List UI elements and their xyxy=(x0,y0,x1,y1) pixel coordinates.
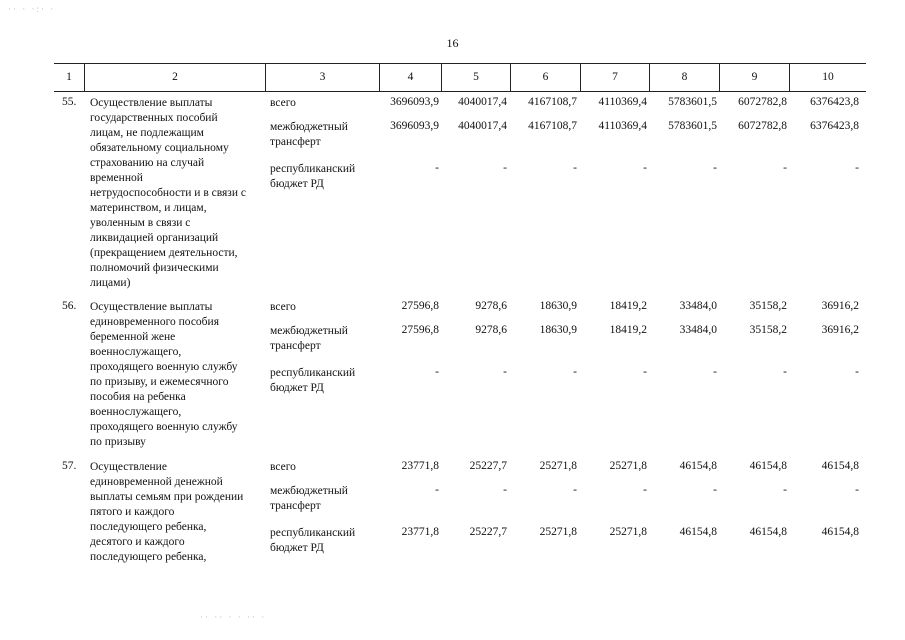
row-name-line: нетрудоспособности и в связи с xyxy=(90,187,246,199)
value-cell: - xyxy=(713,484,717,496)
value-cell: 25271,8 xyxy=(539,460,577,472)
row-name-line: пособия на ребенка xyxy=(90,391,186,403)
header-col-4: 4 xyxy=(379,64,441,91)
value-cell: - xyxy=(435,162,439,174)
scan-noise-top: ·· · ·:· · xyxy=(8,4,56,14)
row-name-line: по призыву xyxy=(90,436,146,448)
row-name-line: единовременного пособия xyxy=(90,316,219,328)
value-cell: - xyxy=(855,484,859,496)
funding-source-label xyxy=(270,526,380,556)
row-name-line: единовременной денежной xyxy=(90,476,223,488)
value-cell: - xyxy=(713,162,717,174)
value-cell: - xyxy=(435,484,439,496)
value-cell: 25227,7 xyxy=(469,460,507,472)
funding-source-line: трансферт xyxy=(270,340,321,352)
value-cell: - xyxy=(573,366,577,378)
row-name xyxy=(90,96,270,291)
value-cell: 6376423,8 xyxy=(810,120,859,132)
value-cell: - xyxy=(573,484,577,496)
value-cell: 46154,8 xyxy=(821,526,859,538)
value-cell: - xyxy=(643,162,647,174)
row-name-line: лицам, не подлежащим xyxy=(90,127,204,139)
value-cell: 4110369,4 xyxy=(598,120,647,132)
funding-source-label xyxy=(270,96,380,111)
value-cell: 27596,8 xyxy=(401,324,439,336)
value-cell: 4167108,7 xyxy=(528,120,577,132)
funding-source-line: трансферт xyxy=(270,500,321,512)
header-col-5: 5 xyxy=(441,64,510,91)
value-cell: - xyxy=(503,162,507,174)
value-cell: 4040017,4 xyxy=(458,120,507,132)
funding-source-label xyxy=(270,324,380,354)
value-cell: 23771,8 xyxy=(401,526,439,538)
scan-noise-bottom: ·· ·· · · ·· · xyxy=(200,612,267,622)
row-name-line: военнослужащего, xyxy=(90,346,182,358)
value-cell: 6376423,8 xyxy=(810,96,859,108)
row-name-line: Осуществление xyxy=(90,461,167,473)
value-cell: - xyxy=(503,484,507,496)
value-cell: 46154,8 xyxy=(749,526,787,538)
row-number: 56. xyxy=(62,300,77,312)
row-name-line: временной xyxy=(90,172,143,184)
value-cell: 33484,0 xyxy=(679,300,717,312)
value-cell: 18419,2 xyxy=(609,324,647,336)
value-cell: 6072782,8 xyxy=(738,96,787,108)
value-cell: 46154,8 xyxy=(821,460,859,472)
row-name-line: военнослужащего, xyxy=(90,406,182,418)
header-col-7: 7 xyxy=(580,64,649,91)
value-cell: 3696093,9 xyxy=(390,96,439,108)
value-cell: 6072782,8 xyxy=(738,120,787,132)
value-cell: 35158,2 xyxy=(749,324,787,336)
funding-source-label xyxy=(270,460,380,475)
value-cell: 4040017,4 xyxy=(458,96,507,108)
funding-source-line: бюджет РД xyxy=(270,178,324,190)
header-col-8: 8 xyxy=(649,64,719,91)
header-col-1: 1 xyxy=(66,71,72,83)
funding-source-line: всего xyxy=(270,97,296,109)
row-name-line: полномочий физическими xyxy=(90,262,219,274)
value-cell: 4110369,4 xyxy=(598,96,647,108)
row-name-line: (прекращением деятельности, xyxy=(90,247,238,259)
header-col-2: 2 xyxy=(84,64,265,91)
funding-source-label xyxy=(270,366,380,396)
row-name-line: десятого и каждого xyxy=(90,536,185,548)
row-name xyxy=(90,300,270,450)
header-col-9: 9 xyxy=(719,64,789,91)
value-cell: 27596,8 xyxy=(401,300,439,312)
funding-source-label xyxy=(270,484,380,514)
value-cell: - xyxy=(855,162,859,174)
value-cell: 35158,2 xyxy=(749,300,787,312)
value-cell: 9278,6 xyxy=(475,300,507,312)
value-cell: - xyxy=(783,484,787,496)
value-cell: - xyxy=(783,366,787,378)
funding-source-label xyxy=(270,300,380,315)
value-cell: 5783601,5 xyxy=(668,120,717,132)
funding-source-line: бюджет РД xyxy=(270,382,324,394)
value-cell: 3696093,9 xyxy=(390,120,439,132)
value-cell: 9278,6 xyxy=(475,324,507,336)
row-name-line: материнством, и лицам, xyxy=(90,202,207,214)
row-name-line: проходящего военную службу xyxy=(90,421,238,433)
page-number: 16 xyxy=(446,36,459,50)
value-cell: 18630,9 xyxy=(539,324,577,336)
value-cell: 46154,8 xyxy=(679,526,717,538)
value-cell: 36916,2 xyxy=(821,300,859,312)
row-number: 55. xyxy=(62,96,77,108)
value-cell: 33484,0 xyxy=(679,324,717,336)
funding-source-line: республиканский xyxy=(270,163,356,175)
value-cell: - xyxy=(855,366,859,378)
funding-source-line: бюджет РД xyxy=(270,542,324,554)
row-name-line: последующего ребенка, xyxy=(90,521,207,533)
value-cell: 25227,7 xyxy=(469,526,507,538)
row-name-line: пятого и каждого xyxy=(90,506,175,518)
funding-source-line: республиканский xyxy=(270,527,356,539)
value-cell: - xyxy=(783,162,787,174)
row-name-line: уволенным в связи с xyxy=(90,217,191,229)
value-cell: 46154,8 xyxy=(679,460,717,472)
row-name-line: государственных пособий xyxy=(90,112,218,124)
value-cell: - xyxy=(503,366,507,378)
value-cell: - xyxy=(643,366,647,378)
row-number: 57. xyxy=(62,460,77,472)
value-cell: 18419,2 xyxy=(609,300,647,312)
value-cell: 36916,2 xyxy=(821,324,859,336)
funding-source-line: республиканский xyxy=(270,367,356,379)
value-cell: - xyxy=(643,484,647,496)
row-name-line: беременной жене xyxy=(90,331,176,343)
value-cell: 23771,8 xyxy=(401,460,439,472)
funding-source-line: межбюджетный xyxy=(270,325,348,337)
value-cell: 46154,8 xyxy=(749,460,787,472)
row-name-line: Осуществление выплаты xyxy=(90,301,213,313)
row-name-line: выплаты семьям при рождении xyxy=(90,491,244,503)
row-name-line: Осуществление выплаты xyxy=(90,97,213,109)
value-cell: 18630,9 xyxy=(539,300,577,312)
funding-source-label xyxy=(270,162,380,192)
value-cell: - xyxy=(435,366,439,378)
value-cell: - xyxy=(573,162,577,174)
value-cell: 25271,8 xyxy=(609,460,647,472)
table-header xyxy=(54,63,866,92)
header-col-6: 6 xyxy=(510,64,580,91)
row-name-line: страхованию на случай xyxy=(90,157,205,169)
value-cell: 4167108,7 xyxy=(528,96,577,108)
row-name-line: лицами) xyxy=(90,277,131,289)
funding-source-line: всего xyxy=(270,301,296,313)
value-cell: 5783601,5 xyxy=(668,96,717,108)
row-name-line: последующего ребенка, xyxy=(90,551,207,563)
row-name xyxy=(90,460,270,565)
funding-source-line: трансферт xyxy=(270,136,321,148)
funding-source-line: межбюджетный xyxy=(270,121,348,133)
value-cell: 25271,8 xyxy=(609,526,647,538)
header-col-3: 3 xyxy=(265,64,379,91)
row-name-line: по призыву, и ежемесячного xyxy=(90,376,229,388)
value-cell: 25271,8 xyxy=(539,526,577,538)
funding-source-line: межбюджетный xyxy=(270,485,348,497)
funding-source-line: всего xyxy=(270,461,296,473)
row-name-line: проходящего военную службу xyxy=(90,361,238,373)
row-name-line: ликвидацией организаций xyxy=(90,232,219,244)
value-cell: - xyxy=(713,366,717,378)
header-col-10: 10 xyxy=(789,64,866,91)
funding-source-label xyxy=(270,120,380,150)
row-name-line: обязательному социальному xyxy=(90,142,229,154)
